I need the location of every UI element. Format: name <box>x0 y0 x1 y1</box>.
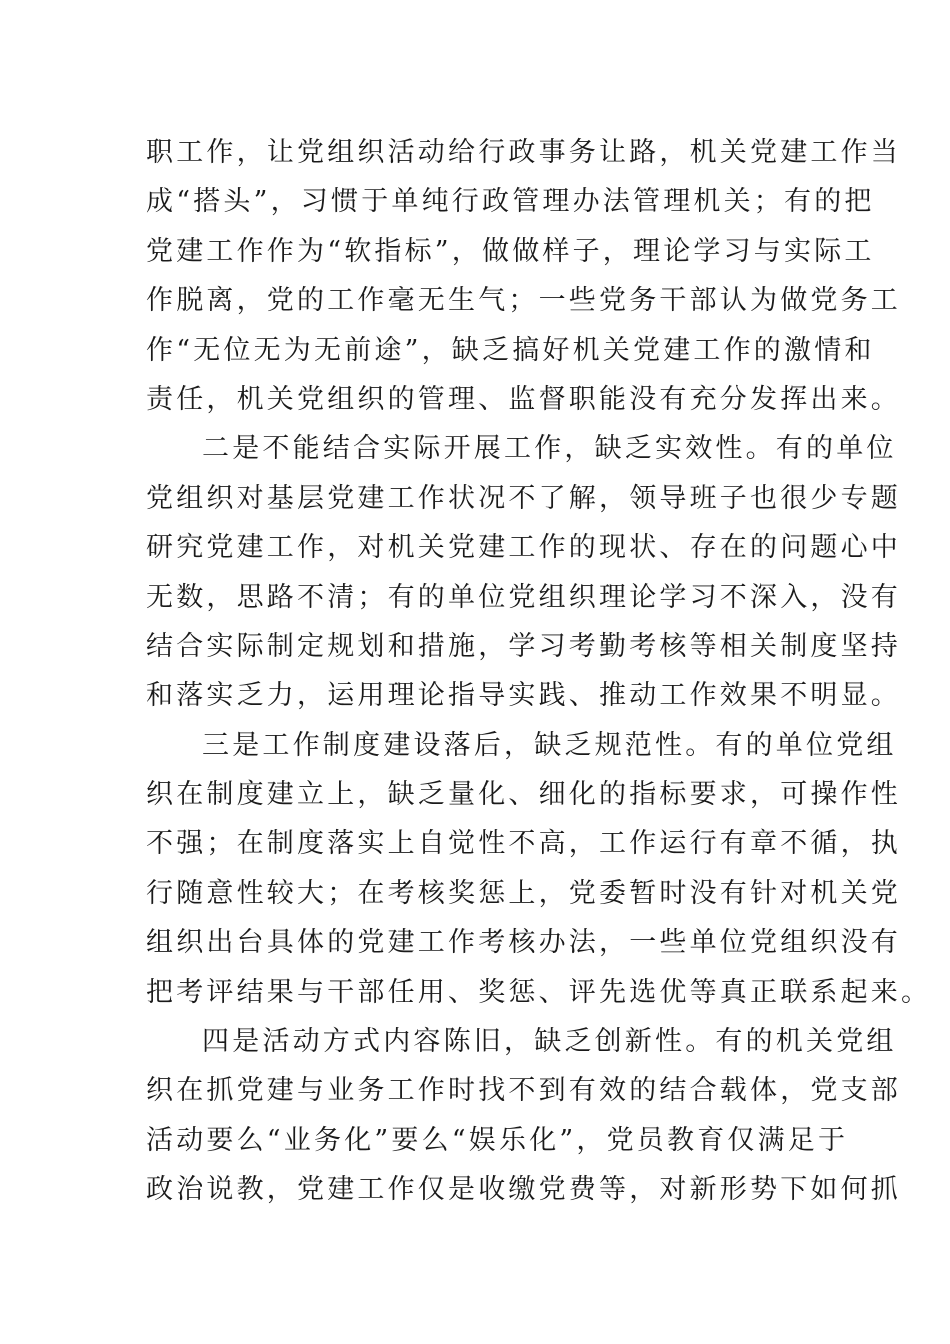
text-line: 把考评结果与干部任用、奖惩、评先选优等真正联系起来。 <box>146 976 932 1008</box>
text-line: 党组织对基层党建工作状况不了解，领导班子也很少专题 <box>146 482 901 514</box>
text-line: 和落实乏力，运用理论指导实践、推动工作效果不明显。 <box>146 680 901 712</box>
text-line: 政治说教，党建工作仅是收缴党费等，对新形势下如何抓 <box>146 1174 901 1206</box>
paragraph-first-line: 二是不能结合实际开展工作，缺乏实效性。有的单位 <box>202 433 897 465</box>
text-line: 行随意性较大；在考核奖惩上，党委暂时没有针对机关党 <box>146 877 901 909</box>
text-line: 成“搭头”，习惯于单纯行政管理办法管理机关；有的把 <box>146 186 875 218</box>
text-line: 活动要么“业务化”要么“娱乐化”，党员教育仅满足于 <box>146 1124 849 1156</box>
text-line: 不强；在制度落实上自觉性不高，工作运行有章不循，执 <box>146 828 901 860</box>
text-line: 无数，思路不清；有的单位党组织理论学习不深入，没有 <box>146 581 901 613</box>
paragraph-first-line: 四是活动方式内容陈旧，缺乏创新性。有的机关党组 <box>202 1026 897 1058</box>
body-text <box>146 128 932 1215</box>
paragraph-first-line: 三是工作制度建设落后，缺乏规范性。有的单位党组 <box>202 729 897 761</box>
text-line: 织在制度建立上，缺乏量化、细化的指标要求，可操作性 <box>146 779 901 811</box>
text-line: 作“无位无为无前途”，缺乏搞好机关党建工作的激情和 <box>146 334 875 366</box>
text-line: 结合实际制定规划和措施，学习考勤考核等相关制度坚持 <box>146 630 901 662</box>
text-line: 研究党建工作，对机关党建工作的现状、存在的问题心中 <box>146 532 901 564</box>
text-line: 职工作，让党组织活动给行政事务让路，机关党建工作当 <box>146 137 901 168</box>
text-line: 作脱离，党的工作毫无生气；一些党务干部认为做党务工 <box>146 285 901 317</box>
text-line: 责任，机关党组织的管理、监督职能没有充分发挥出来。 <box>146 383 901 415</box>
text-line: 组织出台具体的党建工作考核办法，一些单位党组织没有 <box>146 927 901 959</box>
text-line: 党建工作作为“软指标”，做做样子，理论学习与实际工 <box>146 235 875 267</box>
text-line: 织在抓党建与业务工作时找不到有效的结合载体，党支部 <box>146 1075 901 1107</box>
